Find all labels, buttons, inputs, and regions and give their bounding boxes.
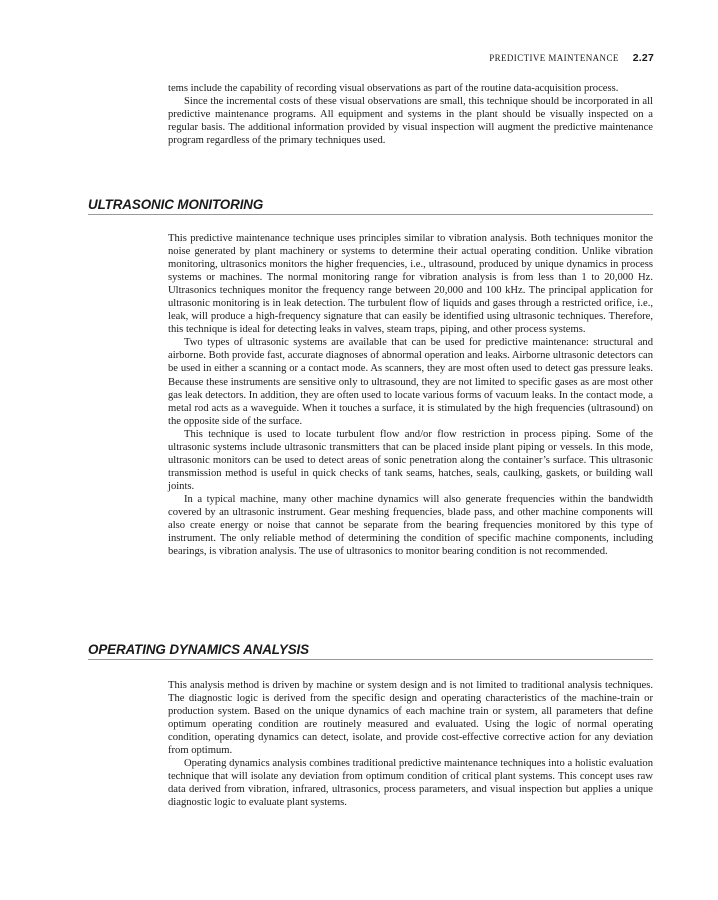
operating-paragraph-1: This analysis method is driven by machine or system design and is not limited to traditional analysis techniques. The diagnostic logic is derived from the specific design and operating characteristics of the machine-train or production system. Based on the unique dynamics of each machine train or system, all parameters that define optimum operating condition are routinely measured and evaluated. Using the logic of normal operating condition, operating dynamics can detect, isolate, and provide cost-effective corrective action for any deviation from optimum.: [168, 680, 653, 757]
operating-text-block: [168, 679, 653, 809]
intro-paragraph-2: Since the incremental costs of these visual observations are small, this technique should be incorporated in all predictive maintenance programs. All equipment and systems in the plant should be visually inspected on a regular basis. The additional information provided by visual inspection will augment the predictive maintenance program regardless of the primary techniques used.: [168, 96, 653, 147]
page-number: 2.27: [632, 52, 654, 64]
intro-paragraph-1: tems include the capability of recording visual observations as part of the routine data-acquisition process.: [168, 83, 619, 94]
intro-text-block: [168, 82, 653, 147]
ultrasonic-paragraph-3: This technique is used to locate turbulent flow and/or flow restriction in process piping. Some of the ultrasonic systems include ultrasonic transmitters that can be placed inside plant piping or vessels. In this mode, ultrasonic monitors can be used to detect areas of sonic penetration along the container’s surface. This ultrasonic transmission method is useful in quick checks of tank seams, hatches, seals, caulking, gaskets, or building wall joints.: [168, 428, 653, 492]
operating-paragraph-2: Operating dynamics analysis combines traditional predictive maintenance techniques into a holistic evaluation technique that will isolate any deviation from optimum condition of critical plant systems. This concept uses raw data derived from vibration, infrared, ultrasonics, process parameters, and visual inspection but applies a unique diagnostic logic to evaluate plant systems.: [168, 758, 653, 809]
ultrasonic-paragraph-1: This predictive maintenance technique uses principles similar to vibration analysis. Both techniques monitor the noise generated by plant machinery or systems to determine their actual operating condition. Unlike vibration monitoring, ultrasonics monitors the higher frequencies, i.e., ultrasound, produced by unique dynamics in process systems or machines. The normal monitoring range for vibration analysis is from less than 1 to 20,000 Hz. Ultrasonics techniques monitor the frequency range between 20,000 and 100 kHz. The principal application for ultrasonic monitoring is in leak detection. The turbulent flow of liquids and gases through a restricted orifice, i.e., leak, will produce a high-frequency signature that can easily be identified using ultrasonic techniques. Therefore, this technique is ideal for detecting leaks in valves, steam traps, piping, and other process systems.: [168, 233, 653, 336]
ultrasonic-text-block: [168, 232, 653, 558]
ultrasonic-paragraph-4: In a typical machine, many other machine dynamics will also generate frequencies within the bandwidth covered by an ultrasonic instrument. Gear meshing frequencies, blade pass, and other machine components will also create energy or noise that cannot be separate from the bearing frequencies monitored by this type of instrument. The only reliable method of determining the condition of specific machine components, including bearings, is vibration analysis. The use of ultrasonics to monitor bearing condition is not recommended.: [168, 493, 653, 558]
running-head-section: PREDICTIVE MAINTENANCE: [489, 53, 619, 63]
section-heading-ultrasonic: ULTRASONIC MONITORING: [88, 197, 653, 215]
running-head: [489, 52, 654, 64]
section-heading-operating-dynamics: OPERATING DYNAMICS ANALYSIS: [88, 642, 653, 660]
ultrasonic-paragraph-2: Two types of ultrasonic systems are available that can be used for predictive maintenance: structural and airborne. Both provide fast, accurate diagnoses of abnormal operation and leaks. Airborne ultrasonic detectors can be used in either a scanning or a contact mode. As scanners, they are most often used to detect gas pressure leaks. Because these instruments are sensitive only to ultrasound, they are not limited to specific gases as are most other gas leak detectors. In addition, they are often used to locate various forms of vacuum leaks. In the contact mode, a metal rod acts as a waveguide. When it touches a surface, it is stimulated by the high frequencies (ultrasound) on the opposite side of the surface.: [168, 337, 653, 427]
